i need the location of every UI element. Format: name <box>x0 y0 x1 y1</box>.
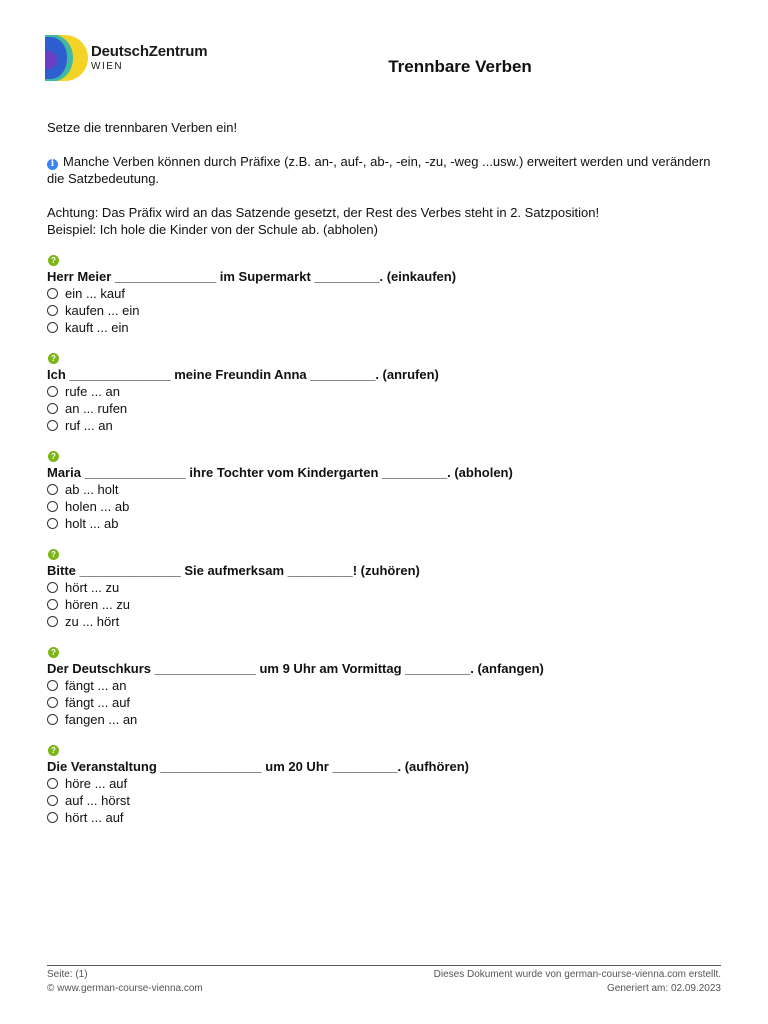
answer-option-label: zu ... hört <box>65 614 120 629</box>
answer-option[interactable] <box>47 596 727 613</box>
logo-mark-icon <box>43 33 89 83</box>
answer-options <box>47 677 727 728</box>
footer-left <box>47 968 203 996</box>
radio-button[interactable] <box>47 484 58 495</box>
page-title: Trennbare Verben <box>388 57 532 76</box>
radio-button[interactable] <box>47 616 58 627</box>
radio-button[interactable] <box>47 305 58 316</box>
answer-option-label: hört ... auf <box>65 810 124 825</box>
radio-button[interactable] <box>47 322 58 333</box>
answer-option-label: ab ... holt <box>65 482 119 497</box>
question-block <box>47 255 727 336</box>
answer-options <box>47 579 727 630</box>
question-block <box>47 451 727 532</box>
answer-option[interactable] <box>47 613 727 630</box>
radio-button[interactable] <box>47 288 58 299</box>
question-text: Bitte ______________ Sie aufmerksam _________! (zuhören) <box>47 563 420 578</box>
answer-option-label: ein ... kauf <box>65 286 125 301</box>
answer-option-label: rufe ... an <box>65 384 120 399</box>
radio-button[interactable] <box>47 420 58 431</box>
answer-option[interactable] <box>47 515 727 532</box>
worksheet-content <box>47 119 727 826</box>
question-list <box>47 255 727 826</box>
question-text: Der Deutschkurs ______________ um 9 Uhr am Vormittag _________. (anfangen) <box>47 661 544 676</box>
info-text: Manche Verben können durch Präfixe (z.B. an-, auf-, ab-, -ein, -zu, -weg ...usw.) erweitert werden und verändern die Satzbedeutung. <box>47 154 711 186</box>
answer-option[interactable] <box>47 302 727 319</box>
answer-option-label: fängt ... an <box>65 678 127 693</box>
radio-button[interactable] <box>47 386 58 397</box>
answer-option[interactable] <box>47 775 727 792</box>
radio-button[interactable] <box>47 697 58 708</box>
answer-options <box>47 383 727 434</box>
radio-button[interactable] <box>47 714 58 725</box>
answer-options <box>47 481 727 532</box>
radio-button[interactable] <box>47 501 58 512</box>
question-block <box>47 745 727 826</box>
radio-button[interactable] <box>47 403 58 414</box>
radio-button[interactable] <box>47 812 58 823</box>
answer-option[interactable] <box>47 711 727 728</box>
answer-option[interactable] <box>47 417 727 434</box>
answer-option-label: an ... rufen <box>65 401 128 416</box>
question-text: Herr Meier ______________ im Supermarkt _________. (einkaufen) <box>47 269 457 284</box>
generated-date: Generiert am: 02.09.2023 <box>607 983 721 994</box>
answer-option[interactable] <box>47 809 727 826</box>
answer-option[interactable] <box>47 694 727 711</box>
question-block <box>47 549 727 630</box>
answer-option[interactable] <box>47 400 727 417</box>
answer-option-label: kauft ... ein <box>65 320 129 335</box>
answer-option[interactable] <box>47 319 727 336</box>
footer-right <box>380 968 721 996</box>
answer-option-label: höre ... auf <box>65 776 128 791</box>
radio-button[interactable] <box>47 518 58 529</box>
footer-divider <box>47 965 721 966</box>
question-block <box>47 353 727 434</box>
radio-button[interactable] <box>47 778 58 789</box>
answer-option-label: kaufen ... ein <box>65 303 140 318</box>
question-mark-icon: ? <box>48 549 59 560</box>
answer-option[interactable] <box>47 677 727 694</box>
question-block <box>47 647 727 728</box>
answer-option-label: ruf ... an <box>65 418 113 433</box>
brand-name: DeutschZentrum <box>91 43 208 60</box>
radio-button[interactable] <box>47 599 58 610</box>
answer-option[interactable] <box>47 481 727 498</box>
question-text: Maria ______________ ihre Tochter vom Kindergarten _________. (abholen) <box>47 465 513 480</box>
question-mark-icon: ? <box>48 255 59 266</box>
answer-option-label: holen ... ab <box>65 499 130 514</box>
answer-option[interactable] <box>47 792 727 809</box>
attention-text: Achtung: Das Präfix wird an das Satzende gesetzt, der Rest des Verbes steht in 2. Satzposition! <box>47 205 600 220</box>
answer-option[interactable] <box>47 383 727 400</box>
question-mark-icon: ? <box>48 451 59 462</box>
radio-button[interactable] <box>47 680 58 691</box>
question-text: Ich ______________ meine Freundin Anna _________. (anrufen) <box>47 367 439 382</box>
answer-options <box>47 775 727 826</box>
answer-option-label: hört ... zu <box>65 580 120 595</box>
answer-options <box>47 285 727 336</box>
answer-option[interactable] <box>47 285 727 302</box>
question-mark-icon: ? <box>48 353 59 364</box>
question-mark-icon: ? <box>48 647 59 658</box>
copyright-text: © www.german-course-vienna.com <box>47 983 203 994</box>
info-icon: i <box>47 159 58 170</box>
answer-option-label: fangen ... an <box>65 712 138 727</box>
answer-option-label: fängt ... auf <box>65 695 131 710</box>
radio-button[interactable] <box>47 582 58 593</box>
brand-city: WIEN <box>91 61 124 72</box>
answer-option-label: holt ... ab <box>65 516 119 531</box>
page-number: Seite: (1) <box>47 969 88 980</box>
created-by-text: Dieses Dokument wurde von german-course-vienna.com erstellt. <box>433 969 721 980</box>
brand-logo <box>43 33 223 83</box>
question-mark-icon: ? <box>48 745 59 756</box>
info-note <box>47 153 727 187</box>
question-text: Die Veranstaltung ______________ um 20 Uhr _________. (aufhören) <box>47 759 469 774</box>
answer-option-label: hören ... zu <box>65 597 131 612</box>
example-text: Beispiel: Ich hole die Kinder von der Schule ab. (abholen) <box>47 222 378 237</box>
answer-option[interactable] <box>47 498 727 515</box>
radio-button[interactable] <box>47 795 58 806</box>
answer-option[interactable] <box>47 579 727 596</box>
instruction-text: Setze die trennbaren Verben ein! <box>47 120 238 135</box>
answer-option-label: auf ... hörst <box>65 793 131 808</box>
